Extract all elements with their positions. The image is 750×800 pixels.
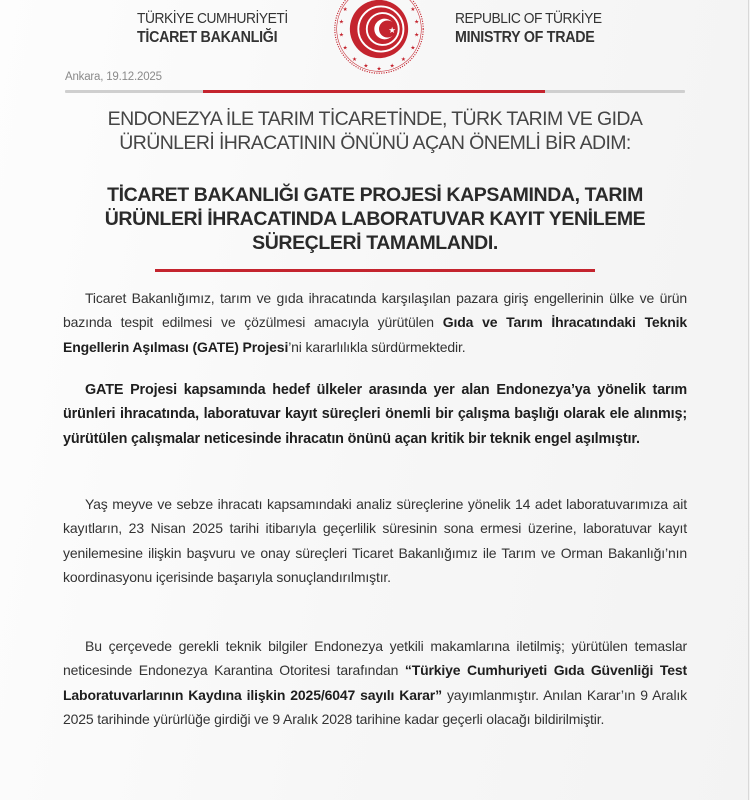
ministry-emblem-icon [332, 0, 426, 76]
paragraph-1-bold: Gıda ve Tarım İhracatındaki Teknik Engellerin Aşılması (GATE) Projesi [63, 314, 687, 355]
headline-underline [155, 269, 595, 272]
paragraph-3: Yaş meyve ve sebze ihracatı kapsamındaki analiz süreçlerine yönelik 14 adet laboratuvarımıza ait kayıtların, 23 Nisan 2025 tarihi itibarıyla geçerlilik süresinin sona ermesi üzerine, laboratuvar kayıt yenilemesine ilişkin başvuru ve onay süreçleri Ticaret Bakanlığımız ile Tarım ve Orman Bakanlığı’nın koordinasyonu içerisinde başarıyla sonuçlandırılmıştır. [63, 496, 687, 585]
paragraph-4-tail: yayımlanmıştır. Anılan Karar’ın 9 Aralık 2025 tarihinde yürürlüğe girdiği ve 9 Aralık 2028 tarihine kadar geçerli olacağı bildirilmiştir. [63, 686, 687, 727]
svg-text:★: ★ [410, 45, 416, 52]
svg-text:★: ★ [400, 56, 406, 63]
paragraph-4-text: Bu çerçevede gerekli teknik bilgiler Endonezya yetkili makamlarına iletilmiş; yürütülen temaslar neticesinde Endonezya Karantina Otoritesi tarafından [63, 638, 687, 679]
paragraph-1-tail: ’ni kararlılıkla sürdürmektedir. [288, 338, 466, 355]
svg-text:★: ★ [342, 7, 348, 14]
dateline: Ankara, 19.12.2025 [65, 71, 162, 83]
svg-text:★: ★ [414, 32, 420, 39]
svg-text:★: ★ [363, 63, 369, 70]
headline: TİCARET BAKANLIĞI GATE PROJESİ KAPSAMINDA, TARIM ÜRÜNLERİ İHRACATINDA LABORATUVAR KAYIT YENİLEME SÜREÇLERİ TAMAMLANDI. [104, 184, 646, 254]
header-divider-accent [203, 90, 545, 93]
svg-text:★: ★ [389, 63, 395, 70]
page-edge-divider [748, 0, 749, 800]
header-ministry-en [455, 9, 614, 47]
svg-text:★: ★ [376, 66, 382, 73]
paragraph-4 [63, 634, 687, 731]
header-right-line1: REPUBLIC OF TÜRKİYE [455, 10, 602, 27]
svg-text:★: ★ [342, 45, 348, 52]
svg-text:★: ★ [414, 19, 420, 26]
subheadline: ENDONEZYA İLE TARIM TİCARETİNDE, TÜRK TARIM VE GIDA ÜRÜNLERİ İHRACATININ ÖNÜNÜ AÇAN ÖNEMLİ BİR ADIM: [107, 108, 643, 154]
paragraph-2: GATE Projesi kapsamında hedef ülkeler arasında yer alan Endonezya’ya yönelik tarım ürünleri ihracatında, laboratuvar kayıt süreçleri önemli bir çalışma başlığı olarak ele alınmış; yürütülen çalışmalar neticesinde ihracatın önünü açan kritik bir teknik engel aşılmıştır. [63, 382, 687, 447]
header-left-line2: TİCARET BAKANLIĞI [137, 29, 278, 46]
paragraph-4-bold: “Türkiye Cumhuriyeti Gıda Güvenliği Test Laboratuvarlarının Kaydına ilişkin 2025/6047 sayılı Karar” [63, 662, 688, 703]
paragraph-1-text: Ticaret Bakanlığımız, tarım ve gıda ihracatında karşılaşılan pazara giriş engellerinin ülke ve ürün bazında tespit edilmesi ve çözülmesi amacıyla yürütülen [63, 290, 687, 331]
svg-text:★: ★ [388, 24, 396, 35]
svg-text:★: ★ [338, 32, 344, 39]
svg-text:★: ★ [410, 7, 416, 14]
header-left-line1: TÜRKİYE CUMHURİYETİ [137, 10, 288, 27]
svg-text:★: ★ [352, 56, 358, 63]
svg-text:★: ★ [338, 19, 344, 26]
header-ministry-tr [137, 9, 301, 47]
header-right-line2: MINISTRY OF TRADE [455, 29, 595, 46]
paragraph-1 [63, 286, 687, 359]
